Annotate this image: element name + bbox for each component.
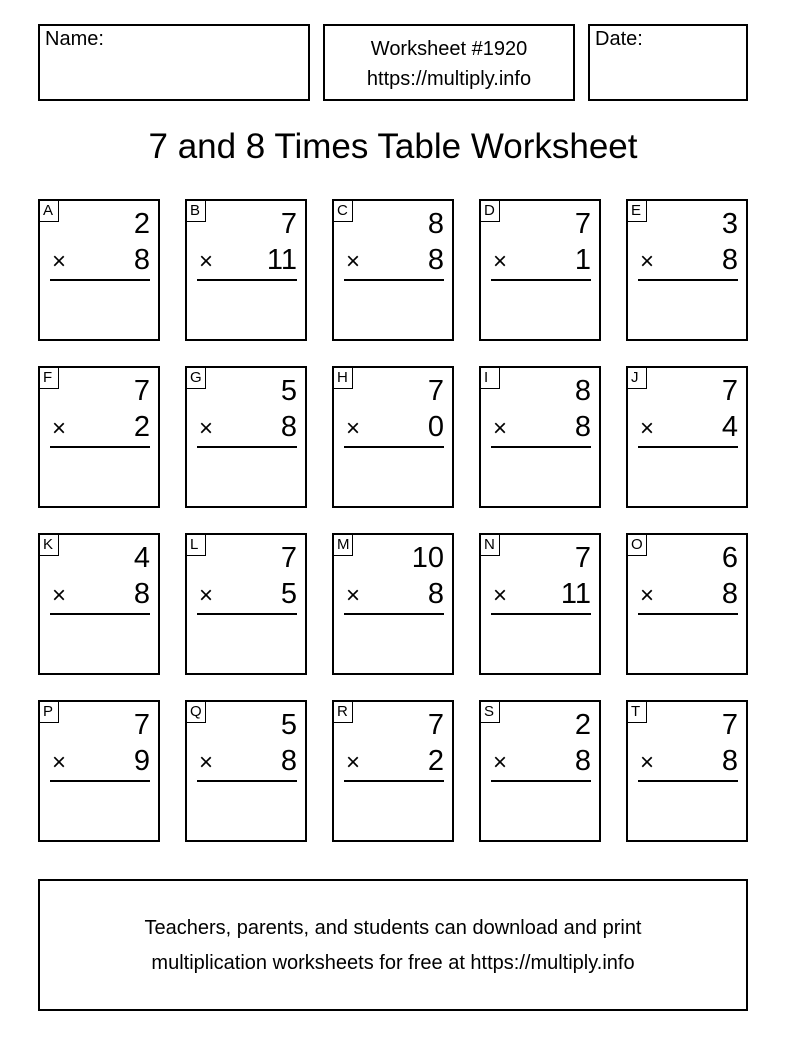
page-title: 7 and 8 Times Table Worksheet xyxy=(148,127,638,166)
multiplier: 4 xyxy=(721,411,738,443)
multiplicand: 2 xyxy=(133,208,150,240)
multiplicand: 5 xyxy=(280,375,297,407)
multiply-sign-icon: × xyxy=(493,415,508,442)
answer-line xyxy=(50,780,150,782)
problem-label: D xyxy=(480,200,500,222)
multiplicand: 7 xyxy=(574,542,591,574)
multiply-sign-icon: × xyxy=(346,415,361,442)
answer-space[interactable] xyxy=(342,452,444,500)
problem-card xyxy=(332,533,454,675)
problem-label: N xyxy=(480,534,500,556)
multiplier: 5 xyxy=(280,578,297,610)
answer-space[interactable] xyxy=(195,619,297,667)
multiplier: 11 xyxy=(560,578,591,610)
date-label: Date: xyxy=(595,28,643,50)
multiplier: 8 xyxy=(574,745,591,777)
footer-line-1: Teachers, parents, and students can download and print xyxy=(144,917,642,939)
problem-label: L xyxy=(186,534,206,556)
answer-space[interactable] xyxy=(489,452,591,500)
multiplicand: 7 xyxy=(280,542,297,574)
multiplier: 1 xyxy=(574,244,591,276)
multiplier: 0 xyxy=(427,411,444,443)
problem-card xyxy=(185,533,307,675)
multiply-sign-icon: × xyxy=(52,582,67,609)
problem-label: H xyxy=(333,367,353,389)
problem-card xyxy=(626,199,748,341)
problem-label: J xyxy=(627,367,647,389)
worksheet-info-box xyxy=(323,24,575,101)
answer-line xyxy=(197,279,297,281)
answer-space[interactable] xyxy=(636,285,738,333)
problem-card xyxy=(185,199,307,341)
problem-label: F xyxy=(39,367,59,389)
answer-space[interactable] xyxy=(48,619,150,667)
problem-label: S xyxy=(480,701,500,723)
problem-card xyxy=(38,199,160,341)
multiply-sign-icon: × xyxy=(52,749,67,776)
problem-card xyxy=(626,366,748,508)
name-label: Name: xyxy=(45,28,104,50)
multiplicand: 4 xyxy=(133,542,150,574)
problem-label: E xyxy=(627,200,647,222)
problem-label: Q xyxy=(186,701,206,723)
multiplicand: 7 xyxy=(427,375,444,407)
answer-line xyxy=(197,613,297,615)
problem-label: G xyxy=(186,367,206,389)
answer-space[interactable] xyxy=(636,619,738,667)
answer-space[interactable] xyxy=(195,285,297,333)
multiply-sign-icon: × xyxy=(199,415,214,442)
multiply-sign-icon: × xyxy=(493,248,508,275)
problem-label: C xyxy=(333,200,353,222)
answer-line xyxy=(344,613,444,615)
footer-box xyxy=(38,879,748,1011)
multiplier: 9 xyxy=(133,745,150,777)
answer-line xyxy=(344,446,444,448)
problem-card xyxy=(38,533,160,675)
answer-space[interactable] xyxy=(342,786,444,834)
multiply-sign-icon: × xyxy=(346,248,361,275)
multiplier: 8 xyxy=(280,411,297,443)
answer-line xyxy=(491,279,591,281)
problem-label: M xyxy=(333,534,353,556)
answer-space[interactable] xyxy=(195,452,297,500)
multiplier: 2 xyxy=(427,745,444,777)
multiplicand: 10 xyxy=(411,542,444,574)
problem-card xyxy=(332,199,454,341)
answer-line xyxy=(344,279,444,281)
multiplicand: 7 xyxy=(721,375,738,407)
multiplicand: 2 xyxy=(574,709,591,741)
multiplicand: 7 xyxy=(133,709,150,741)
problem-label: P xyxy=(39,701,59,723)
multiply-sign-icon: × xyxy=(346,582,361,609)
answer-space[interactable] xyxy=(636,786,738,834)
multiply-sign-icon: × xyxy=(493,749,508,776)
multiply-sign-icon: × xyxy=(640,749,655,776)
multiplier: 8 xyxy=(574,411,591,443)
answer-line xyxy=(638,780,738,782)
multiplicand: 7 xyxy=(574,208,591,240)
answer-space[interactable] xyxy=(489,285,591,333)
footer-line-2: multiplication worksheets for free at https://multiply.info xyxy=(151,952,635,974)
answer-line xyxy=(344,780,444,782)
problem-card xyxy=(479,700,601,842)
answer-line xyxy=(197,446,297,448)
answer-space[interactable] xyxy=(342,285,444,333)
date-field-box xyxy=(588,24,748,101)
problem-label: I xyxy=(480,367,500,389)
problem-card xyxy=(479,533,601,675)
multiply-sign-icon: × xyxy=(52,415,67,442)
answer-line xyxy=(50,613,150,615)
multiplier: 8 xyxy=(721,578,738,610)
problem-label: B xyxy=(186,200,206,222)
answer-line xyxy=(491,613,591,615)
multiply-sign-icon: × xyxy=(199,749,214,776)
multiplicand: 6 xyxy=(721,542,738,574)
problem-card xyxy=(626,700,748,842)
multiply-sign-icon: × xyxy=(640,248,655,275)
worksheet-url: https://multiply.info xyxy=(366,68,532,90)
multiply-sign-icon: × xyxy=(199,248,214,275)
problem-card xyxy=(38,366,160,508)
problem-label: K xyxy=(39,534,59,556)
problem-card xyxy=(479,199,601,341)
problem-card xyxy=(479,366,601,508)
answer-space[interactable] xyxy=(489,619,591,667)
multiplicand: 8 xyxy=(427,208,444,240)
multiplier: 8 xyxy=(427,244,444,276)
answer-space[interactable] xyxy=(342,619,444,667)
multiplicand: 7 xyxy=(133,375,150,407)
problem-label: O xyxy=(627,534,647,556)
multiplier: 2 xyxy=(133,411,150,443)
multiply-sign-icon: × xyxy=(493,582,508,609)
multiplicand: 3 xyxy=(721,208,738,240)
name-field-box xyxy=(38,24,310,101)
multiplicand: 7 xyxy=(427,709,444,741)
multiplicand: 5 xyxy=(280,709,297,741)
answer-space[interactable] xyxy=(48,786,150,834)
multiplier: 8 xyxy=(280,745,297,777)
multiply-sign-icon: × xyxy=(346,749,361,776)
answer-line xyxy=(491,446,591,448)
problem-card xyxy=(185,366,307,508)
answer-line xyxy=(638,279,738,281)
problem-label: A xyxy=(39,200,59,222)
problem-card xyxy=(626,533,748,675)
multiplier: 8 xyxy=(133,578,150,610)
answer-space[interactable] xyxy=(195,786,297,834)
answer-space[interactable] xyxy=(48,285,150,333)
multiply-sign-icon: × xyxy=(199,582,214,609)
answer-space[interactable] xyxy=(489,786,591,834)
answer-line xyxy=(197,780,297,782)
problem-card xyxy=(332,700,454,842)
answer-line xyxy=(50,446,150,448)
problem-card xyxy=(185,700,307,842)
answer-space[interactable] xyxy=(48,452,150,500)
answer-line xyxy=(638,613,738,615)
multiplier: 8 xyxy=(721,244,738,276)
multiplier: 8 xyxy=(721,745,738,777)
multiplicand: 7 xyxy=(280,208,297,240)
multiplier: 8 xyxy=(133,244,150,276)
answer-line xyxy=(50,279,150,281)
multiply-sign-icon: × xyxy=(640,582,655,609)
multiplier: 11 xyxy=(266,244,297,276)
problem-card xyxy=(332,366,454,508)
answer-space[interactable] xyxy=(636,452,738,500)
worksheet-number: Worksheet #1920 xyxy=(370,38,528,60)
answer-line xyxy=(491,780,591,782)
multiplier: 8 xyxy=(427,578,444,610)
multiplicand: 8 xyxy=(574,375,591,407)
problem-label: R xyxy=(333,701,353,723)
multiply-sign-icon: × xyxy=(52,248,67,275)
multiply-sign-icon: × xyxy=(640,415,655,442)
problem-label: T xyxy=(627,701,647,723)
answer-line xyxy=(638,446,738,448)
multiplicand: 7 xyxy=(721,709,738,741)
problem-card xyxy=(38,700,160,842)
